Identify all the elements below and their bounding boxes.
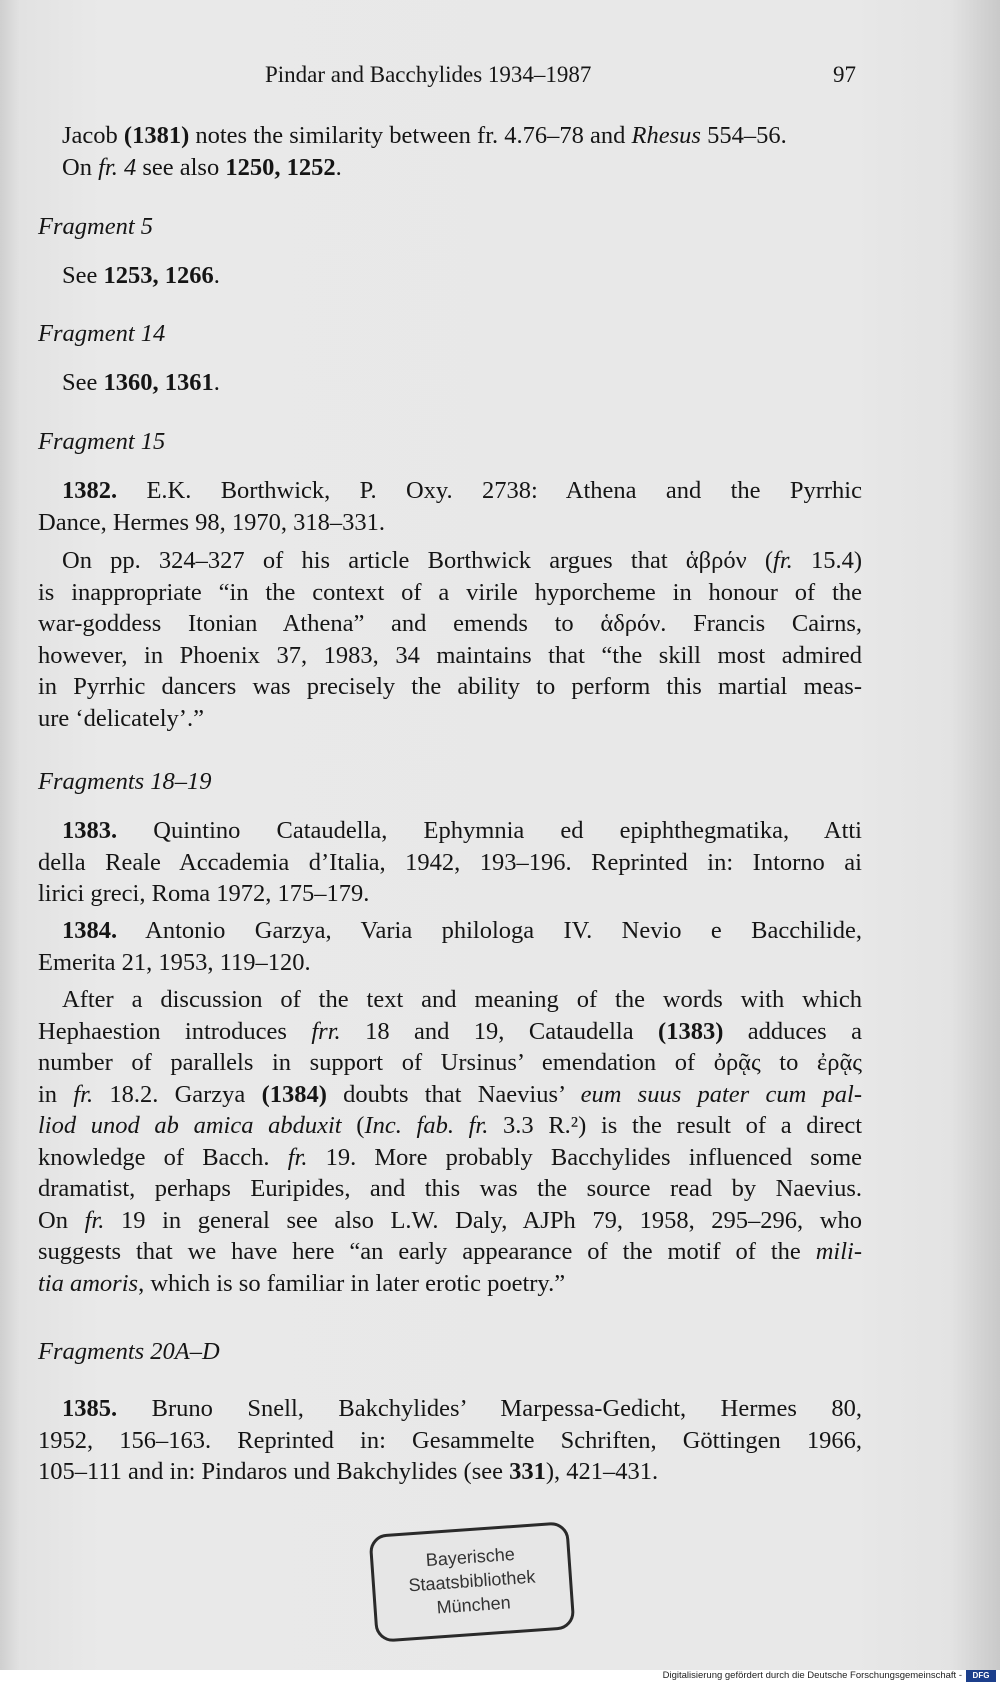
digitization-footer — [0, 1670, 1000, 1683]
fragments-18-19-heading: Fragments 18–19 — [38, 768, 212, 795]
intro-line-1: Jacob (1381) notes the similarity between fr. 4.76–78 and Rhesus 554–56. — [62, 122, 787, 149]
entry-1382-line-1: 1382. E.K. Borthwick, P. Oxy. 2738: Athena and the Pyrrhic — [62, 477, 862, 504]
fragments-20a-d-heading: Fragments 20A–D — [38, 1338, 220, 1365]
running-header: Pindar and Bacchylides 1934–1987 — [265, 62, 592, 87]
entry-1382-line-2: Dance, Hermes 98, 1970, 318–331. — [38, 508, 386, 536]
entry-1383: 1383. Quintino Cataudella, Ephymnia ed epiphthegmatika, Atti della Reale Accademia d’Italia, 1942, 193–196. Reprinted in: Intorno ai lirici greci, Roma 1972, 175–179. — [38, 817, 862, 907]
intro-line-2: On fr. 4 see also 1250, 1252. — [62, 153, 342, 181]
entry-1384: 1384. Antonio Garzya, Varia philologa IV. Nevio e Bacchilide, Emerita 21, 1953, 119–120. — [38, 917, 862, 976]
entry-1382 — [38, 475, 862, 538]
fragment-14-text: See 1360, 1361. — [62, 369, 220, 396]
fragment-15-heading: Fragment 15 — [38, 428, 166, 455]
dfg-logo-icon: DFG — [966, 1670, 996, 1682]
fragments-18-19-commentary: After a discussion of the text and meaning of the words with which Hephaestion introduces frr. 18 and 19, Cataudella (1383) adduces a number of parallels in support of Ursinus’ emendation of ὀρᾷς to ἐρᾷς in fr. 18.2. Garzya (1384) doubts that Naevius’ eum suus pater cum pal- liod unod ab amica abduxit (Inc. fab. fr. 3.3 R.²) is the result of a direct knowledge of Bacch. fr. 19. More probably Bacchylides influenced some dramatist, perhaps Euripides, and this was the source read by Naevius. On fr. 19 in general see also L.W. Daly, AJPh 79, 1958, 295–296, who suggests that we have here “an early appearance of the motif of the mili- tia amoris, which is so familiar in later erotic poetry.” — [38, 986, 863, 1297]
intro-paragraph — [38, 120, 862, 183]
page-number: 97 — [833, 62, 856, 87]
fragment-5-heading: Fragment 5 — [38, 213, 153, 240]
footer-credit-text: Digitalisierung gefördert durch die Deutsche Forschungsgemeinschaft - — [662, 1670, 962, 1681]
fragment-15-commentary: On pp. 324–327 of his article Borthwick argues that ἁβρόν (fr. 15.4) is inappropriate “in the context of a virile hyporcheme in honour of the war-goddess Itonian Athena” and emends to ἁδρόν. Francis Cairns, however, in Phoenix 37, 1983, 34 maintains that “the skill most admired in Pyrrhic dancers was precisely the ability to perform this martial meas- ure ‘delicately’.” — [38, 547, 862, 732]
fragment-5-text: See 1253, 1266. — [62, 262, 220, 289]
library-stamp: Bayerische Staatsbibliothek München — [368, 1521, 575, 1643]
fragment-14-heading: Fragment 14 — [38, 320, 166, 347]
entry-1385: 1385. Bruno Snell, Bakchylides’ Marpessa-Gedicht, Hermes 80, 1952, 156–163. Reprinted in: Gesammelte Schriften, Göttingen 1966, 105–111 and in: Pindaros und Bakchylides (see 331), 421–431. — [38, 1395, 862, 1485]
